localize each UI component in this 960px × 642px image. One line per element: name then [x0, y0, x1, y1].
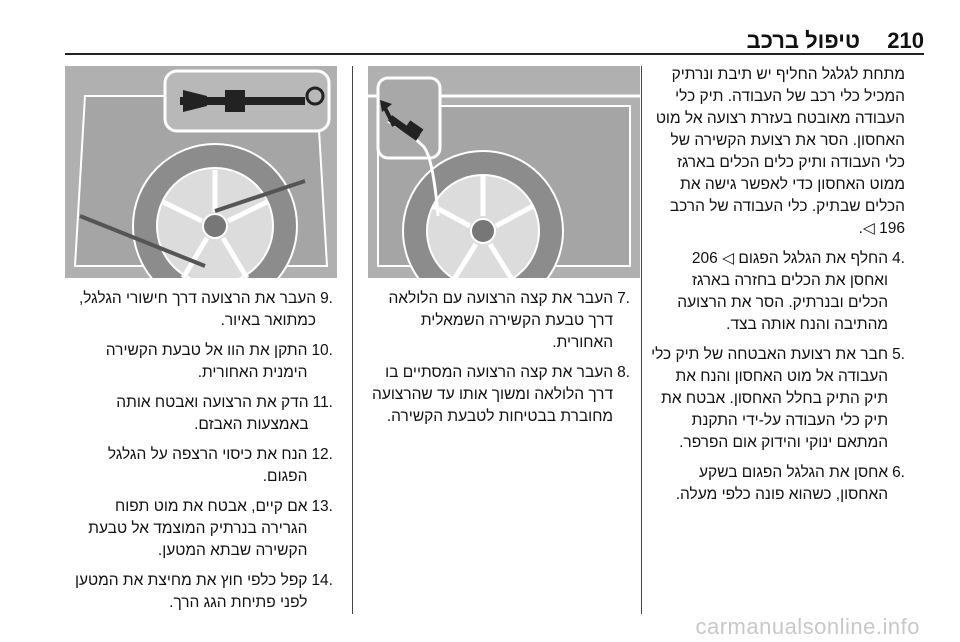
middle-text-column: [368, 288, 630, 436]
step-text: אחסן את הגלגל הפגום בשקע האחסון, כשהוא פונה כלפי מעלה.: [675, 464, 889, 503]
step-13: [68, 496, 333, 562]
column-divider: [641, 66, 642, 614]
step-4: [650, 248, 905, 336]
step-text: חבר את רצועת האבטחה של תיק כלי העבודה אל מוט האחסון והנח את תיק התיק בחלל האחסון. אבטח את תיק כלי העבודה על-ידי התקנת המתאם ינוקי והידוק אום הפרפר.: [651, 346, 889, 451]
trunk-strap-illustration: [368, 66, 640, 278]
step-number: 12.: [311, 446, 333, 463]
step-number: 10.: [311, 342, 333, 359]
step-14: [68, 570, 333, 614]
page-number: 210: [887, 28, 924, 53]
header-rule: [65, 53, 924, 55]
page-title: טיפול ברכב: [746, 28, 860, 53]
step-text: התקן את הוו אל טבעת הקשירה הימנית האחורית.: [105, 342, 308, 381]
step-text: הדק את הרצועה ואבטח אותה באמצעות האבזם.: [116, 394, 309, 433]
wheel-figure-svg: [65, 66, 337, 278]
column-divider: [352, 66, 353, 614]
step-text: אם קיים, אבטח את מוט תפוח הגרירה בנרתיק המוצמד אל טבעת הקשירה שבתא המטען.: [88, 498, 308, 559]
step-10: [68, 340, 333, 384]
step-number: 4.: [892, 250, 905, 267]
step-text: החלף את הגלגל הפגום ◁ 206 ואחסן את הכלים בחזרה בארגז הכלים ובנרתיק. הסר את הרצועה מהתיבה והנח אותה בצד.: [677, 250, 889, 333]
step-11: [68, 392, 333, 436]
step-text: הנח את כיסוי הרצפה על הגלגל הפגום.: [107, 446, 308, 485]
intro-paragraph: מתחת לגלגל החליף יש תיבת ונרתיק המכיל כלי רכב של העבודה. תיק כלי העבודה מאובטח בעזרת רצועה אל מוט האחסון. הסר את רצועת הקשירה של כלי העבודה ותיק כלים הכלים בארגז ממוט האחסון כדי לאפשר גישה את הכלים שבתיק. כלי העבודה של הרכב ‎196 ◁.: [655, 66, 905, 237]
step-7: [368, 288, 630, 354]
step-number: 8.: [617, 364, 630, 381]
step-number: 11.: [312, 394, 333, 411]
right-text-column: [650, 64, 905, 514]
step-number: 5.: [892, 346, 905, 363]
step-8: [368, 362, 630, 428]
left-text-column: [68, 288, 333, 622]
trunk-figure-svg: [368, 66, 640, 278]
step-text: העבר את קצה הרצועה המסתיים בו דרך הלולאה ומשוך אותו עד שהרצועה מחוברת בבטיחות לטבעת הקשירה.: [372, 364, 614, 425]
step-number: 6.: [892, 464, 905, 481]
step-5: [650, 344, 905, 454]
spare-wheel-strap-illustration: [65, 66, 337, 278]
step-9: [68, 288, 333, 332]
step-12: [68, 444, 333, 488]
step-text: העבר את קצה הרצועה עם הלולאה דרך טבעת הקשירה השמאלית האחורית.: [388, 290, 614, 351]
step-6: [650, 462, 905, 506]
step-number: 7.: [617, 290, 630, 307]
step-number: 9.: [320, 290, 333, 307]
step-text: קפל כלפי חוץ את מחיצת את המטען לפני פתיחת הגג הרך.: [74, 572, 308, 611]
page-header: [0, 0, 960, 52]
watermark: carmanualsonline.info: [695, 614, 920, 639]
step-number: 14.: [311, 572, 333, 589]
step-number: 13.: [311, 498, 333, 515]
step-text: העבר את הרצועה דרך חישורי הגלגל, כמתואר באיור.: [78, 290, 317, 329]
